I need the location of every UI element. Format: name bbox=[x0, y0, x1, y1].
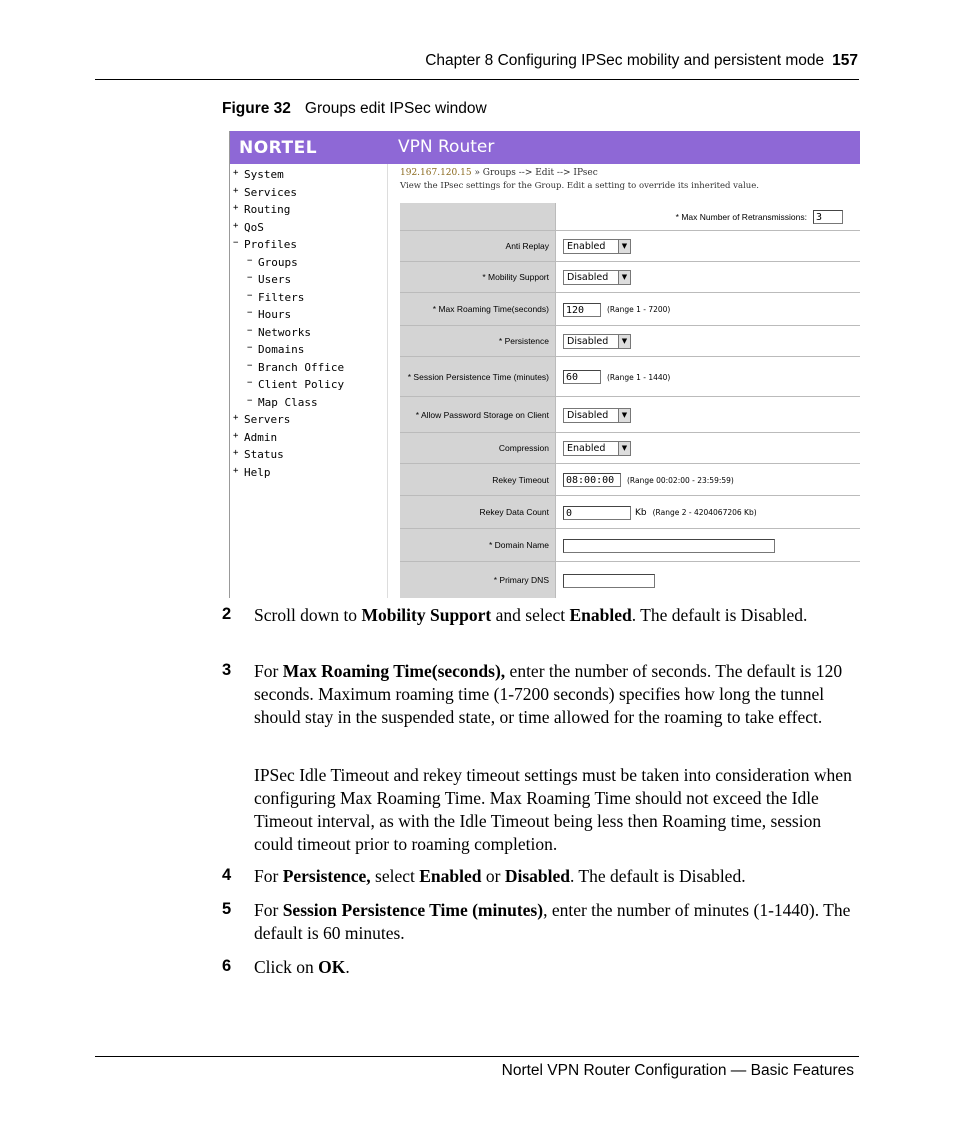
screenshot bbox=[229, 131, 860, 598]
nav-item-branch-office[interactable] bbox=[247, 361, 344, 374]
nav-item-label: Routing bbox=[244, 203, 291, 216]
nav-item-label: Domains bbox=[258, 343, 305, 356]
chevron-down-icon: ▼ bbox=[618, 335, 630, 348]
nav-item-label: Client Policy bbox=[258, 378, 345, 391]
breadcrumb-path: » Groups --> Edit --> IPsec bbox=[471, 168, 598, 178]
nav-item-status[interactable] bbox=[233, 448, 284, 461]
nav-item-label: Branch Office bbox=[258, 360, 345, 374]
collapse-icon: − bbox=[247, 378, 253, 388]
rekey-data-range: (Range 2 - 4204067206 Kb) bbox=[652, 508, 757, 517]
nav-item-qos[interactable] bbox=[233, 221, 264, 234]
step-number: 4 bbox=[222, 866, 232, 884]
sidebar-nav bbox=[230, 164, 388, 598]
password-storage-select[interactable]: Disabled ▼ bbox=[563, 408, 631, 423]
domain-name-row bbox=[400, 528, 860, 562]
chevron-down-icon: ▼ bbox=[618, 271, 630, 284]
running-header bbox=[360, 52, 858, 70]
collapse-icon: − bbox=[247, 395, 253, 406]
rekey-data-label: Rekey Data Count bbox=[400, 496, 556, 529]
running-footer: Nortel VPN Router Configuration — Basic Features bbox=[501, 1062, 854, 1079]
domain-name-input[interactable] bbox=[563, 539, 775, 553]
anti-replay-select[interactable]: Enabled ▼ bbox=[563, 239, 631, 254]
max-roaming-row bbox=[400, 292, 860, 326]
banner bbox=[230, 131, 860, 164]
nav-item-label: Hours bbox=[258, 308, 292, 321]
step-text: For Max Roaming Time(seconds), enter the number of seconds. The default is 120 seconds. Maximum roaming time (1-7200 seconds) specifies how long the tunnel should stay in the suspended state, or time allowed for the roaming to take effect. bbox=[254, 661, 843, 727]
expand-icon: + bbox=[233, 448, 239, 458]
domain-name-label: * Domain Name bbox=[400, 529, 556, 562]
compression-label: Compression bbox=[400, 433, 556, 464]
rekey-timeout-input[interactable]: 08:00:00 bbox=[563, 473, 621, 487]
page-number: 157 bbox=[832, 52, 858, 69]
persistence-label: * Persistence bbox=[400, 326, 556, 357]
page-description: View the IPsec settings for the Group. Edit a setting to override its inherited value. bbox=[400, 181, 759, 191]
ipsec-form bbox=[400, 203, 860, 598]
nav-item-label: Services bbox=[244, 185, 297, 199]
step-note: IPSec Idle Timeout and rekey timeout settings must be taken into consideration when configuring Max Roaming Time. Max Roaming Time should not exceed the Idle Timeout interval, as with the Idle Timeout being less then Roaming time, session could timeout prior to roaming completion. bbox=[254, 765, 852, 854]
collapse-icon: − bbox=[247, 290, 253, 301]
compression-row bbox=[400, 432, 860, 464]
step-number: 5 bbox=[222, 900, 232, 918]
nav-item-label: Users bbox=[258, 273, 292, 286]
collapse-icon: − bbox=[247, 325, 253, 336]
nortel-logo: NORTEL bbox=[239, 138, 318, 158]
nav-item-system[interactable] bbox=[233, 168, 284, 181]
session-persistence-label: * Session Persistence Time (minutes) bbox=[400, 357, 556, 397]
rekey-data-row bbox=[400, 495, 860, 529]
rekey-timeout-label: Rekey Timeout bbox=[400, 464, 556, 496]
expand-icon: + bbox=[233, 203, 239, 213]
nav-item-label: Profiles bbox=[244, 238, 297, 251]
nav-item-label: Networks bbox=[258, 325, 311, 339]
nav-item-servers[interactable] bbox=[233, 413, 290, 426]
breadcrumb bbox=[400, 168, 598, 178]
nav-item-label: Groups bbox=[258, 255, 298, 269]
max-roaming-range: (Range 1 - 7200) bbox=[607, 305, 671, 314]
nav-item-hours[interactable] bbox=[247, 308, 291, 321]
max-retrans-input[interactable]: 3 bbox=[813, 210, 843, 224]
nav-item-client-policy[interactable] bbox=[247, 378, 344, 391]
mobility-support-row bbox=[400, 261, 860, 293]
session-persistence-row bbox=[400, 356, 860, 397]
expand-icon: + bbox=[233, 430, 239, 441]
persistence-row bbox=[400, 325, 860, 357]
step-text: Scroll down to Mobility Support and select Enabled. The default is Disabled. bbox=[254, 605, 808, 625]
expand-icon: + bbox=[233, 220, 239, 231]
step-number: 3 bbox=[222, 661, 232, 679]
password-storage-label: * Allow Password Storage on Client bbox=[400, 397, 556, 433]
chevron-down-icon: ▼ bbox=[618, 240, 630, 253]
max-retrans-row bbox=[400, 203, 860, 230]
chevron-down-icon: ▼ bbox=[618, 409, 630, 422]
rekey-timeout-row bbox=[400, 463, 860, 496]
step-number: 6 bbox=[222, 957, 232, 975]
nav-item-label: QoS bbox=[244, 220, 264, 234]
step-text: For Session Persistence Time (minutes), enter the number of minutes (1-1440). The default is 60 minutes. bbox=[254, 900, 851, 943]
collapse-icon: − bbox=[247, 343, 253, 353]
nav-item-profiles[interactable] bbox=[233, 238, 297, 251]
max-retrans-label: * Max Number of Retransmissions: bbox=[675, 211, 807, 222]
expand-icon: + bbox=[233, 185, 239, 196]
nav-item-users[interactable] bbox=[247, 273, 291, 286]
nav-item-label: Filters bbox=[258, 290, 305, 304]
mobility-support-label: * Mobility Support bbox=[400, 262, 556, 293]
password-storage-row bbox=[400, 396, 860, 433]
rekey-timeout-range: (Range 00:02:00 - 23:59:59) bbox=[627, 475, 734, 485]
compression-select[interactable]: Enabled ▼ bbox=[563, 441, 631, 456]
rekey-data-input[interactable]: 0 bbox=[563, 506, 631, 520]
nav-item-help[interactable] bbox=[233, 466, 271, 479]
app-title: VPN Router bbox=[398, 137, 495, 157]
nav-item-label: Map Class bbox=[258, 395, 318, 409]
mobility-support-select[interactable]: Disabled ▼ bbox=[563, 270, 631, 285]
chevron-down-icon: ▼ bbox=[618, 442, 630, 455]
nav-item-networks[interactable] bbox=[247, 326, 311, 339]
figure-title: Groups edit IPSec window bbox=[304, 100, 487, 117]
nav-item-label: Admin bbox=[244, 430, 278, 444]
rekey-data-unit: Kb bbox=[635, 507, 647, 518]
primary-dns-row bbox=[400, 561, 860, 598]
expand-icon: + bbox=[233, 168, 239, 178]
primary-dns-input[interactable] bbox=[563, 574, 655, 588]
breadcrumb-ip-link[interactable]: 192.167.120.15 bbox=[400, 168, 472, 178]
chapter-title: Chapter 8 Configuring IPSec mobility and persistent mode bbox=[425, 52, 825, 69]
anti-replay-label: Anti Replay bbox=[400, 231, 556, 262]
figure-caption bbox=[222, 100, 487, 118]
collapse-icon: − bbox=[247, 273, 253, 283]
session-persistence-input[interactable]: 60 bbox=[563, 370, 601, 384]
nav-item-domains[interactable] bbox=[247, 343, 304, 356]
nav-item-label: Help bbox=[244, 465, 271, 479]
footer-rule bbox=[95, 1056, 859, 1057]
nav-item-map-class[interactable] bbox=[247, 396, 318, 409]
primary-dns-label: * Primary DNS bbox=[400, 562, 556, 598]
step-text: Click on OK. bbox=[254, 957, 350, 977]
collapse-icon: − bbox=[247, 360, 253, 371]
collapse-icon: − bbox=[247, 255, 253, 266]
header-rule bbox=[95, 79, 859, 80]
nav-item-label: Servers bbox=[244, 413, 291, 426]
step-text: For Persistence, select Enabled or Disabled. The default is Disabled. bbox=[254, 866, 746, 886]
expand-icon: + bbox=[233, 465, 239, 476]
expand-icon: + bbox=[233, 413, 239, 423]
step-number: 2 bbox=[222, 605, 232, 623]
max-roaming-input[interactable]: 120 bbox=[563, 303, 601, 317]
anti-replay-row bbox=[400, 230, 860, 262]
persistence-select[interactable]: Disabled ▼ bbox=[563, 334, 631, 349]
figure-label: Figure 32 bbox=[222, 100, 291, 117]
session-persistence-range: (Range 1 - 1440) bbox=[607, 372, 671, 382]
collapse-icon: − bbox=[247, 308, 253, 318]
nav-item-services[interactable] bbox=[233, 186, 297, 199]
nav-item-routing[interactable] bbox=[233, 203, 290, 216]
max-roaming-label: * Max Roaming Time(seconds) bbox=[400, 293, 556, 326]
nav-item-filters[interactable] bbox=[247, 291, 304, 304]
nav-item-groups[interactable] bbox=[247, 256, 298, 269]
nav-item-label: System bbox=[244, 168, 284, 181]
collapse-icon: − bbox=[233, 238, 239, 248]
nav-item-admin[interactable] bbox=[233, 431, 277, 444]
nav-item-label: Status bbox=[244, 448, 284, 461]
